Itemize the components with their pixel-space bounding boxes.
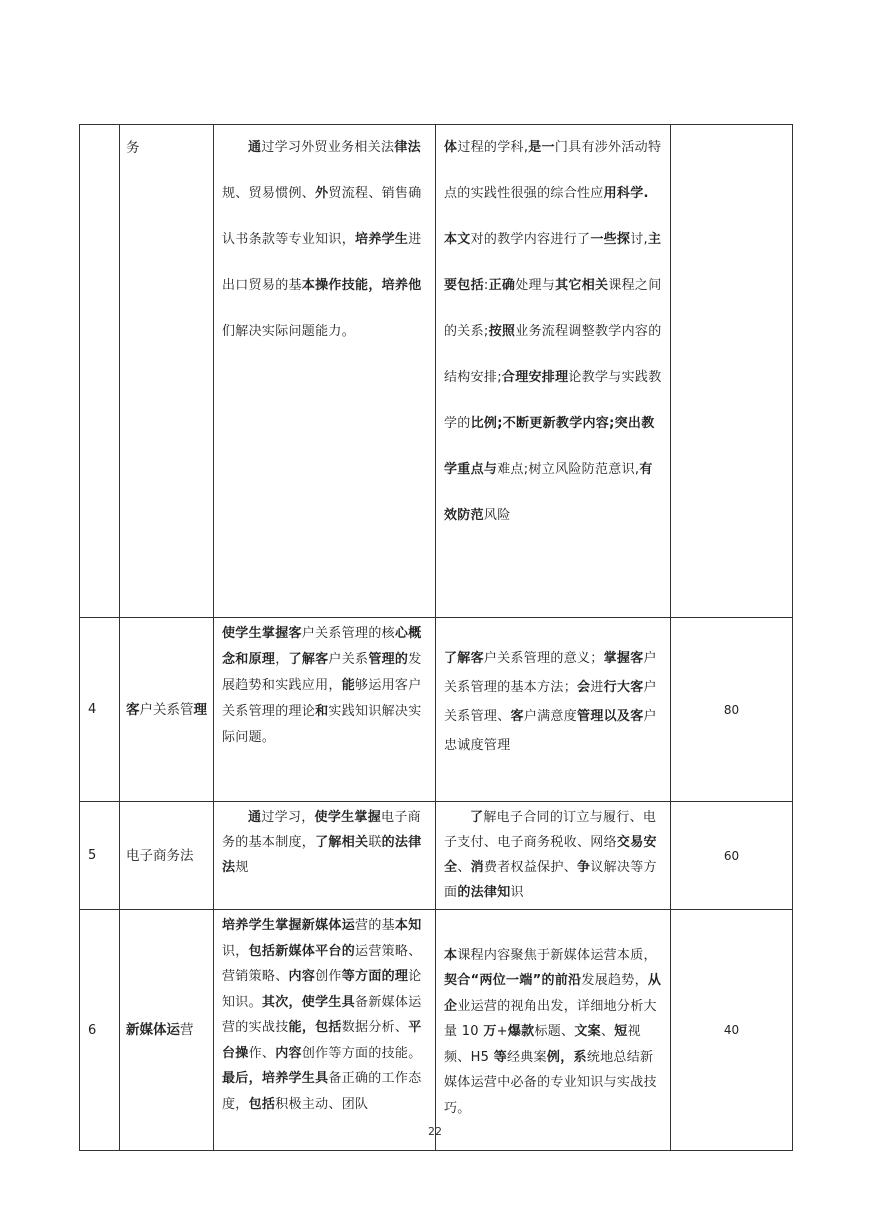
text-run: 户关系管理的意义； bbox=[483, 651, 604, 666]
text-run: 正确 bbox=[488, 278, 516, 293]
text-run: 发展趋势， bbox=[581, 973, 648, 989]
text-run: 创作 bbox=[315, 969, 342, 984]
text-run: 、 bbox=[457, 860, 471, 875]
text-run: 业运营的视角出发，详细地分析大量 10 bbox=[444, 998, 657, 1040]
text-run: 讨, bbox=[630, 232, 648, 247]
text-run: 培养学生 bbox=[355, 232, 409, 247]
text-run: 平台操 bbox=[222, 1020, 422, 1061]
text-run: 解电子合同的订立与履行、电子支付、电子商务税收、网络 bbox=[444, 810, 657, 850]
text-run: “两位一端”的前沿 bbox=[470, 973, 582, 989]
page-number: 22 bbox=[428, 1125, 442, 1138]
text-run: 掌握客 bbox=[603, 651, 644, 666]
text-run: 能，包括 bbox=[288, 1020, 342, 1035]
text-run: 过学习外贸业务相关法 bbox=[261, 140, 395, 155]
text-run: 课程内容聚焦于新媒体运营本质， bbox=[457, 947, 657, 963]
text-run: 其它相关 bbox=[555, 278, 609, 293]
text-run: 培养学生掌握新媒体运 bbox=[222, 918, 356, 933]
text-run: 户关系管理、 bbox=[444, 680, 657, 724]
text-run: 心概念和原理 bbox=[222, 626, 422, 667]
text-run: 议解决等方面 bbox=[444, 860, 657, 900]
text-run: 业务流程调整教学内容的结构安排; bbox=[444, 324, 662, 385]
text-run: 论知识。 bbox=[222, 969, 422, 1010]
text-run: 课程之间的关系; bbox=[444, 278, 662, 339]
text-run: 够运用客户关系管理的理论 bbox=[222, 678, 422, 719]
text-run: 运 bbox=[355, 943, 369, 959]
text-run: 标题、 bbox=[534, 1024, 575, 1040]
text-run: 的法律法 bbox=[222, 835, 422, 875]
course-objective bbox=[214, 802, 436, 910]
course-number: 5 bbox=[80, 802, 120, 910]
text-run: 营的基 bbox=[355, 918, 395, 933]
text-run: 对的教学内容进行了 bbox=[470, 232, 591, 247]
text-run: 内容 bbox=[275, 1045, 302, 1061]
text-run: 例，系 bbox=[546, 1049, 587, 1065]
text-run: 识 bbox=[510, 885, 524, 900]
text-run: 联 bbox=[368, 835, 382, 850]
text-run: 视频、H5 bbox=[444, 1024, 641, 1065]
text-run: 发展趋势和实践应用， bbox=[222, 652, 422, 693]
text-run: 外 bbox=[315, 186, 329, 201]
course-content bbox=[436, 125, 671, 618]
text-run: 积极主动、团队 bbox=[275, 1096, 369, 1112]
text-run: 万 bbox=[483, 1024, 497, 1040]
text-run: 户满意度 bbox=[523, 709, 578, 724]
text-run: 户关系管理的基本方法； bbox=[444, 651, 657, 695]
text-run: 经典案 bbox=[507, 1049, 547, 1065]
text-run: 过学习， bbox=[261, 810, 315, 825]
text-run: 消 bbox=[470, 860, 484, 875]
text-run: 新媒体运 bbox=[126, 1022, 180, 1038]
course-name bbox=[120, 618, 214, 802]
text-run: 门具有涉外活动特点的实践性很强的综合性应 bbox=[444, 140, 662, 201]
text-run: 通 bbox=[248, 140, 262, 155]
text-run: 电子商务的基本制度， bbox=[222, 810, 421, 850]
text-run: 户关系管 bbox=[139, 701, 194, 718]
text-run: 电子商务法 bbox=[126, 847, 194, 864]
text-run: 等 bbox=[493, 1049, 507, 1065]
text-run: 客 bbox=[510, 709, 524, 724]
text-run: 了解相关 bbox=[315, 835, 369, 850]
text-run: 了 bbox=[470, 810, 484, 825]
course-content bbox=[436, 802, 671, 910]
text-run: ， bbox=[275, 652, 289, 667]
text-run: 客 bbox=[126, 701, 140, 718]
text-run: 作、 bbox=[248, 1045, 276, 1061]
text-run: 内容 bbox=[288, 969, 316, 984]
text-run: 能 bbox=[341, 678, 356, 693]
text-run: 处理与 bbox=[515, 278, 556, 293]
text-run: 会 bbox=[577, 680, 591, 695]
course-table bbox=[79, 124, 793, 1151]
text-run: 的法律知 bbox=[457, 885, 511, 900]
text-run: 、 bbox=[600, 1024, 615, 1040]
course-name bbox=[120, 910, 214, 1151]
text-run: 理 bbox=[193, 701, 207, 718]
text-run: : bbox=[483, 278, 489, 293]
text-run: 本知 bbox=[394, 918, 422, 933]
text-run: 通 bbox=[248, 810, 262, 825]
text-run: 进出口贸易的基 bbox=[222, 232, 422, 293]
text-run: 过程的学科, bbox=[457, 140, 529, 155]
course-hours: 80 bbox=[671, 618, 793, 802]
text-run: 风险 bbox=[483, 508, 511, 523]
table-row bbox=[80, 910, 793, 1151]
text-run: 其次，使学生具 bbox=[261, 994, 356, 1010]
text-run: 包括新媒体平台的 bbox=[248, 943, 356, 959]
text-run: 贸流程 bbox=[328, 186, 369, 201]
text-run: 争 bbox=[577, 860, 591, 875]
text-run: 爆款 bbox=[507, 1024, 535, 1040]
text-run: 使学生掌握 bbox=[314, 810, 382, 825]
text-run: 、销售确认书条款等专业知识， bbox=[222, 186, 422, 247]
text-run: 规 bbox=[235, 860, 249, 875]
text-run: 用科学.本文 bbox=[444, 186, 649, 247]
text-run: 户关系管理的核 bbox=[301, 626, 395, 641]
text-run: 文案 bbox=[574, 1024, 601, 1040]
course-name bbox=[120, 802, 214, 910]
text-run: 和 bbox=[315, 704, 329, 719]
table-row bbox=[80, 802, 793, 910]
text-run: 营 bbox=[180, 1022, 194, 1038]
course-name bbox=[120, 125, 214, 618]
text-run: 难点;树立风险防范意识, bbox=[497, 462, 640, 477]
course-hours: 60 bbox=[671, 802, 793, 910]
text-run: 契合 bbox=[444, 973, 471, 989]
text-run: 务 bbox=[126, 140, 140, 156]
text-run: 从企 bbox=[444, 973, 662, 1014]
text-run: 备新媒体运营的实战技 bbox=[222, 994, 422, 1035]
text-run: 一些探 bbox=[590, 232, 631, 247]
text-run: 了解客 bbox=[444, 651, 484, 666]
course-number bbox=[80, 125, 120, 618]
text-run: 统地总结新媒体运营中必备的专业知识与实战技巧。 bbox=[444, 1049, 657, 1116]
text-run: 了解客 bbox=[288, 652, 329, 667]
text-run: 包括 bbox=[248, 1096, 276, 1112]
text-run: 们解决实际问题能力。 bbox=[222, 324, 356, 339]
text-run: + bbox=[496, 1024, 508, 1040]
text-run: 实践知识解决实际问题。 bbox=[222, 704, 422, 745]
text-run: 等方面的理 bbox=[341, 969, 409, 984]
text-run: 本操作技能，培养他 bbox=[301, 278, 422, 293]
text-run: 创作等方面的技能。 bbox=[301, 1045, 422, 1061]
text-run: 论教学与实践教学的 bbox=[444, 370, 662, 431]
text-run: 有效防范 bbox=[444, 462, 653, 523]
course-number: 6 bbox=[80, 910, 120, 1151]
text-run: 管理的 bbox=[368, 652, 409, 667]
text-run: 数据分析、 bbox=[341, 1020, 409, 1035]
text-run: 进 bbox=[590, 680, 604, 695]
course-objective bbox=[214, 125, 436, 618]
text-run: 备正确的工作态度， bbox=[222, 1071, 422, 1112]
text-run: 交易安全 bbox=[444, 835, 657, 875]
course-objective bbox=[214, 910, 436, 1151]
text-run: 本 bbox=[444, 947, 458, 963]
course-content bbox=[436, 618, 671, 802]
text-run: 律法 bbox=[394, 140, 421, 155]
text-run: 户忠诚度管理 bbox=[444, 709, 657, 753]
course-objective bbox=[214, 618, 436, 802]
text-run: 按照 bbox=[488, 324, 516, 339]
text-run: 最后，培养学生具 bbox=[222, 1071, 329, 1086]
course-hours: 40 bbox=[671, 910, 793, 1151]
text-run: 费者权益保护、 bbox=[483, 860, 578, 875]
course-content bbox=[436, 910, 671, 1151]
table-row bbox=[80, 125, 793, 618]
text-run: 管理以及客 bbox=[577, 709, 644, 724]
text-run: 主要包括 bbox=[444, 232, 662, 293]
text-run: 短 bbox=[614, 1024, 628, 1040]
text-run: 使学生掌握客 bbox=[222, 626, 302, 641]
text-run: 是一 bbox=[528, 140, 555, 155]
table-row bbox=[80, 618, 793, 802]
text-run: 规、贸易惯例、 bbox=[222, 186, 316, 201]
course-hours bbox=[671, 125, 793, 618]
text-run: 营策略、营销策略、 bbox=[222, 943, 422, 984]
text-run: 识， bbox=[222, 943, 249, 959]
course-number: 4 bbox=[80, 618, 120, 802]
text-run: 户关系 bbox=[328, 652, 369, 667]
text-run: 合理安排理 bbox=[501, 370, 569, 385]
text-run: 行大客 bbox=[603, 680, 644, 695]
text-run: 体 bbox=[444, 140, 458, 155]
text-run: 比例;不断更新教学内容;突出教学重点与 bbox=[444, 416, 655, 477]
